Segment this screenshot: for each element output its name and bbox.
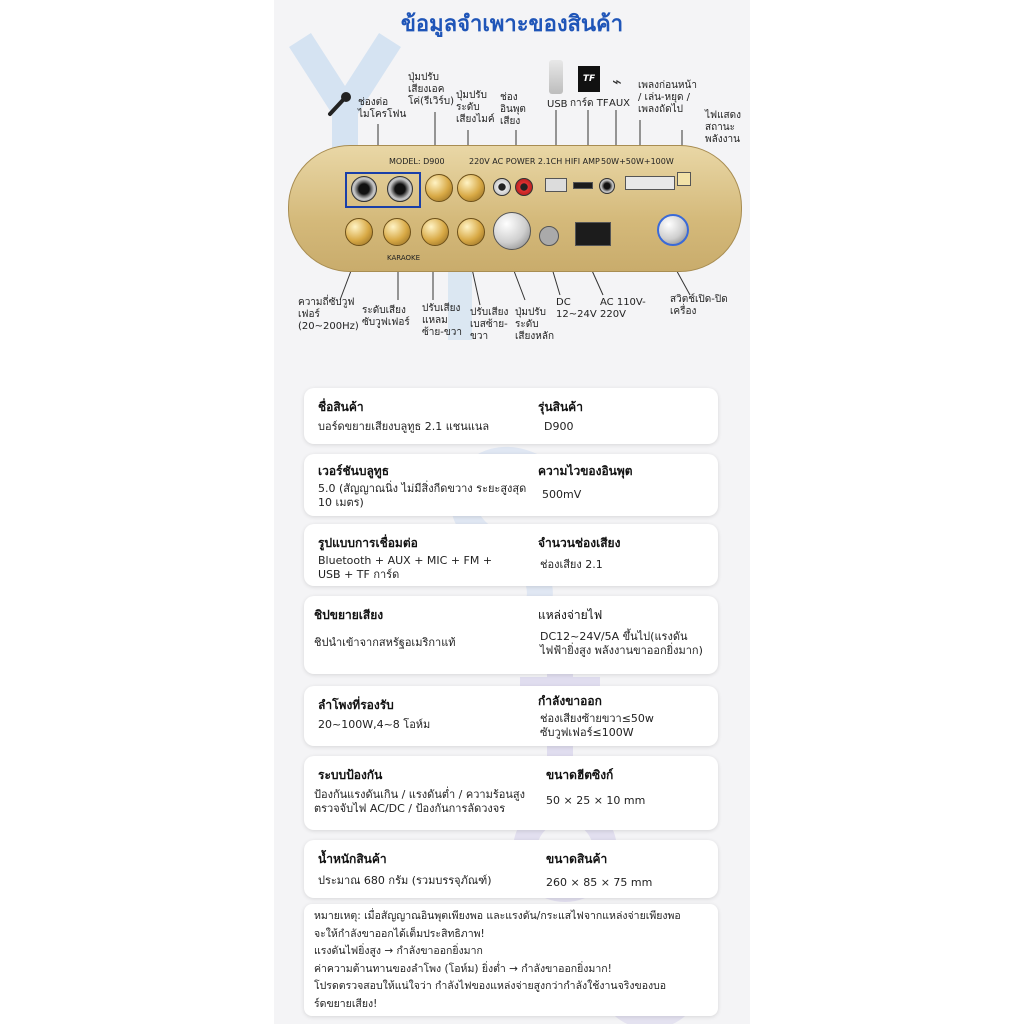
label-switch: สวิตช์เปิด-ปิดเครื่อง — [670, 294, 728, 317]
label-echo: ปุ่มปรับเสียงเอคโค่(รีเวิร์บ) — [408, 72, 454, 107]
spec-key: ชื่อสินค้า — [318, 400, 364, 414]
spec-key: ลำโพงที่รองรับ — [318, 698, 394, 712]
note-line: หมายเหตุ: เมื่อสัญญาณอินพุตเพียงพอ และแรงดัน/กระแสไฟจากแหล่งจ่ายเพียงพอ — [314, 910, 681, 922]
label-mic: ช่องต่อไมโครโฟน — [358, 97, 407, 120]
rca-left-input[interactable] — [493, 178, 511, 196]
amp-power-text: 220V AC POWER 2.1CH HIFI AMP — [469, 157, 600, 166]
label-main-vol: ปุ่มปรับระดับเสียงหลัก — [515, 307, 555, 342]
note-line: จะให้กำลังขาออกได้เต็มประสิทธิภาพ! — [314, 927, 485, 940]
usb-port[interactable] — [545, 178, 567, 192]
spec-key: รูปแบบการเชื่อมต่อ — [318, 536, 418, 550]
bass-knob[interactable] — [457, 218, 485, 246]
subwoofer-frequency-knob[interactable] — [345, 218, 373, 246]
label-aux: AUX — [609, 98, 631, 109]
label-usb: USB — [547, 99, 568, 110]
spec-value: 20~100W,4~8 โอห์ม — [318, 718, 431, 731]
spec-value: ช่องเสียงซ้ายขวา≤50w ซับวูฟเฟอร์≤100W — [540, 712, 654, 739]
spec-value: 5.0 (สัญญาณนิ่ง ไม่มีสิ่งกีดขวาง ระยะสูงสุด 10 เมตร) — [318, 482, 527, 509]
spec-value: D900 — [544, 420, 574, 433]
spec-card — [304, 524, 718, 586]
label-sub-vol: ระดับเสียงซับวูฟเฟอร์ — [362, 305, 410, 328]
spec-key: ขนาดสินค้า — [546, 852, 608, 866]
spec-value: 260 × 85 × 75 mm — [546, 876, 653, 889]
note-line: ค่าความต้านทานของลำโพง (โอห์ม) ยิ่งต่ำ → กำลังขาออกยิ่งมาก! — [314, 962, 612, 975]
spec-card — [304, 756, 718, 830]
label-status: ไฟแสดงสถานะพลังงาน — [705, 110, 742, 145]
spec-card — [304, 840, 718, 898]
spec-value: ป้องกันแรงดันเกิน / แรงดันต่ำ / ความร้อนสูง ตรวจจับไฟ AC/DC / ป้องกันการลัดวงจร — [314, 788, 525, 815]
label-sub-freq: ความถี่ซับวูฟเฟอร์ (20~200Hz) — [298, 297, 359, 332]
label-tf: การ์ด TF — [570, 98, 609, 109]
mic2-jack[interactable] — [387, 176, 413, 202]
ac-power-socket[interactable] — [575, 222, 611, 246]
spec-card — [304, 454, 718, 516]
subwoofer-volume-knob[interactable] — [383, 218, 411, 246]
spec-value: 50 × 25 × 10 mm — [546, 794, 646, 807]
label-treble: ปรับเสียงแหลมซ้าย-ขวา — [422, 303, 462, 338]
spec-key: ความไวของอินพุต — [538, 464, 633, 478]
label-ac: AC 110V-220V — [600, 297, 646, 320]
spec-card — [304, 596, 718, 674]
amplifier-faceplate — [288, 145, 742, 272]
tf-card-slot[interactable] — [573, 182, 593, 189]
spec-key: ระบบป้องกัน — [318, 768, 383, 782]
mic-volume-knob[interactable] — [457, 174, 485, 202]
spec-value: บอร์ดขยายเสียงบลูทูธ 2.1 แชนแนล — [318, 420, 490, 433]
spec-value: ช่องเสียง 2.1 — [540, 558, 603, 571]
spec-value: Bluetooth + AUX + MIC + FM + USB + TF การ์ด — [318, 554, 493, 581]
spec-value: ชิปนำเข้าจากสหรัฐอเมริกาแท้ — [314, 636, 456, 649]
spec-key: แหล่งจ่ายไฟ — [538, 608, 603, 622]
aux-jack[interactable] — [599, 178, 615, 194]
power-switch[interactable] — [657, 214, 689, 246]
label-mic-vol: ปุ่มปรับระดับเสียงไมค์ — [456, 90, 495, 125]
spec-value: ประมาณ 680 กรัม (รวมบรรจุภัณฑ์) — [318, 874, 492, 887]
spec-key: กำลังขาออก — [538, 694, 602, 708]
spec-key: เวอร์ชันบลูทูธ — [318, 464, 390, 478]
main-volume-knob[interactable] — [493, 212, 531, 250]
note-line: โปรดตรวจสอบให้แน่ใจว่า กำลังไฟของแหล่งจ่ายสูงกว่ากำลังใช้งานจริงของบอ — [314, 980, 667, 992]
amp-model-text: MODEL: D900 — [389, 157, 445, 166]
aux-cable-icon: ⌁ — [612, 72, 622, 91]
treble-knob[interactable] — [421, 218, 449, 246]
karaoke-text: KARAOKE — [387, 254, 421, 262]
dc-power-jack[interactable] — [539, 226, 559, 246]
note-line: ร์ดขยายเสียง! — [314, 997, 378, 1010]
power-led — [677, 172, 691, 186]
tf-card-icon: TF — [578, 66, 600, 92]
amplifier-board — [288, 145, 740, 280]
spec-value: DC12~24V/5A ขึ้นไป(แรงดันไฟฟ้ายิ่งสูง พลังงานขาออกยิ่งมาก) — [540, 630, 703, 657]
echo-knob[interactable] — [425, 174, 453, 202]
spec-key: ชิปขยายเสียง — [314, 608, 384, 622]
rca-right-input[interactable] — [515, 178, 533, 196]
label-bass: ปรับเสียงเบสซ้าย-ขวา — [470, 307, 509, 342]
spec-card — [304, 686, 718, 746]
note-line: แรงดันไฟยิ่งสูง → กำลังขาออกยิ่งมาก — [314, 945, 483, 957]
spec-key: ขนาดฮีตซิงก์ — [546, 768, 614, 782]
label-controls: เพลงก่อนหน้า / เล่น-หยุด / เพลงถัดไป — [638, 80, 697, 115]
spec-key: น้ำหนักสินค้า — [318, 852, 387, 866]
spec-key: รุ่นสินค้า — [538, 400, 583, 414]
amp-watts-text: 50W+50W+100W — [601, 157, 674, 166]
page-title: ข้อมูลจำเพาะของสินค้า — [400, 12, 624, 37]
mic1-jack[interactable] — [351, 176, 377, 202]
spec-card — [304, 388, 718, 444]
spec-value: 500mV — [542, 488, 582, 501]
label-input: ช่องอินพุตเสียง — [500, 92, 526, 127]
spec-key: จำนวนช่องเสียง — [538, 536, 621, 550]
playback-buttons[interactable] — [625, 176, 675, 190]
label-dc: DC 12~24V — [556, 297, 597, 320]
note-box — [304, 904, 718, 1016]
